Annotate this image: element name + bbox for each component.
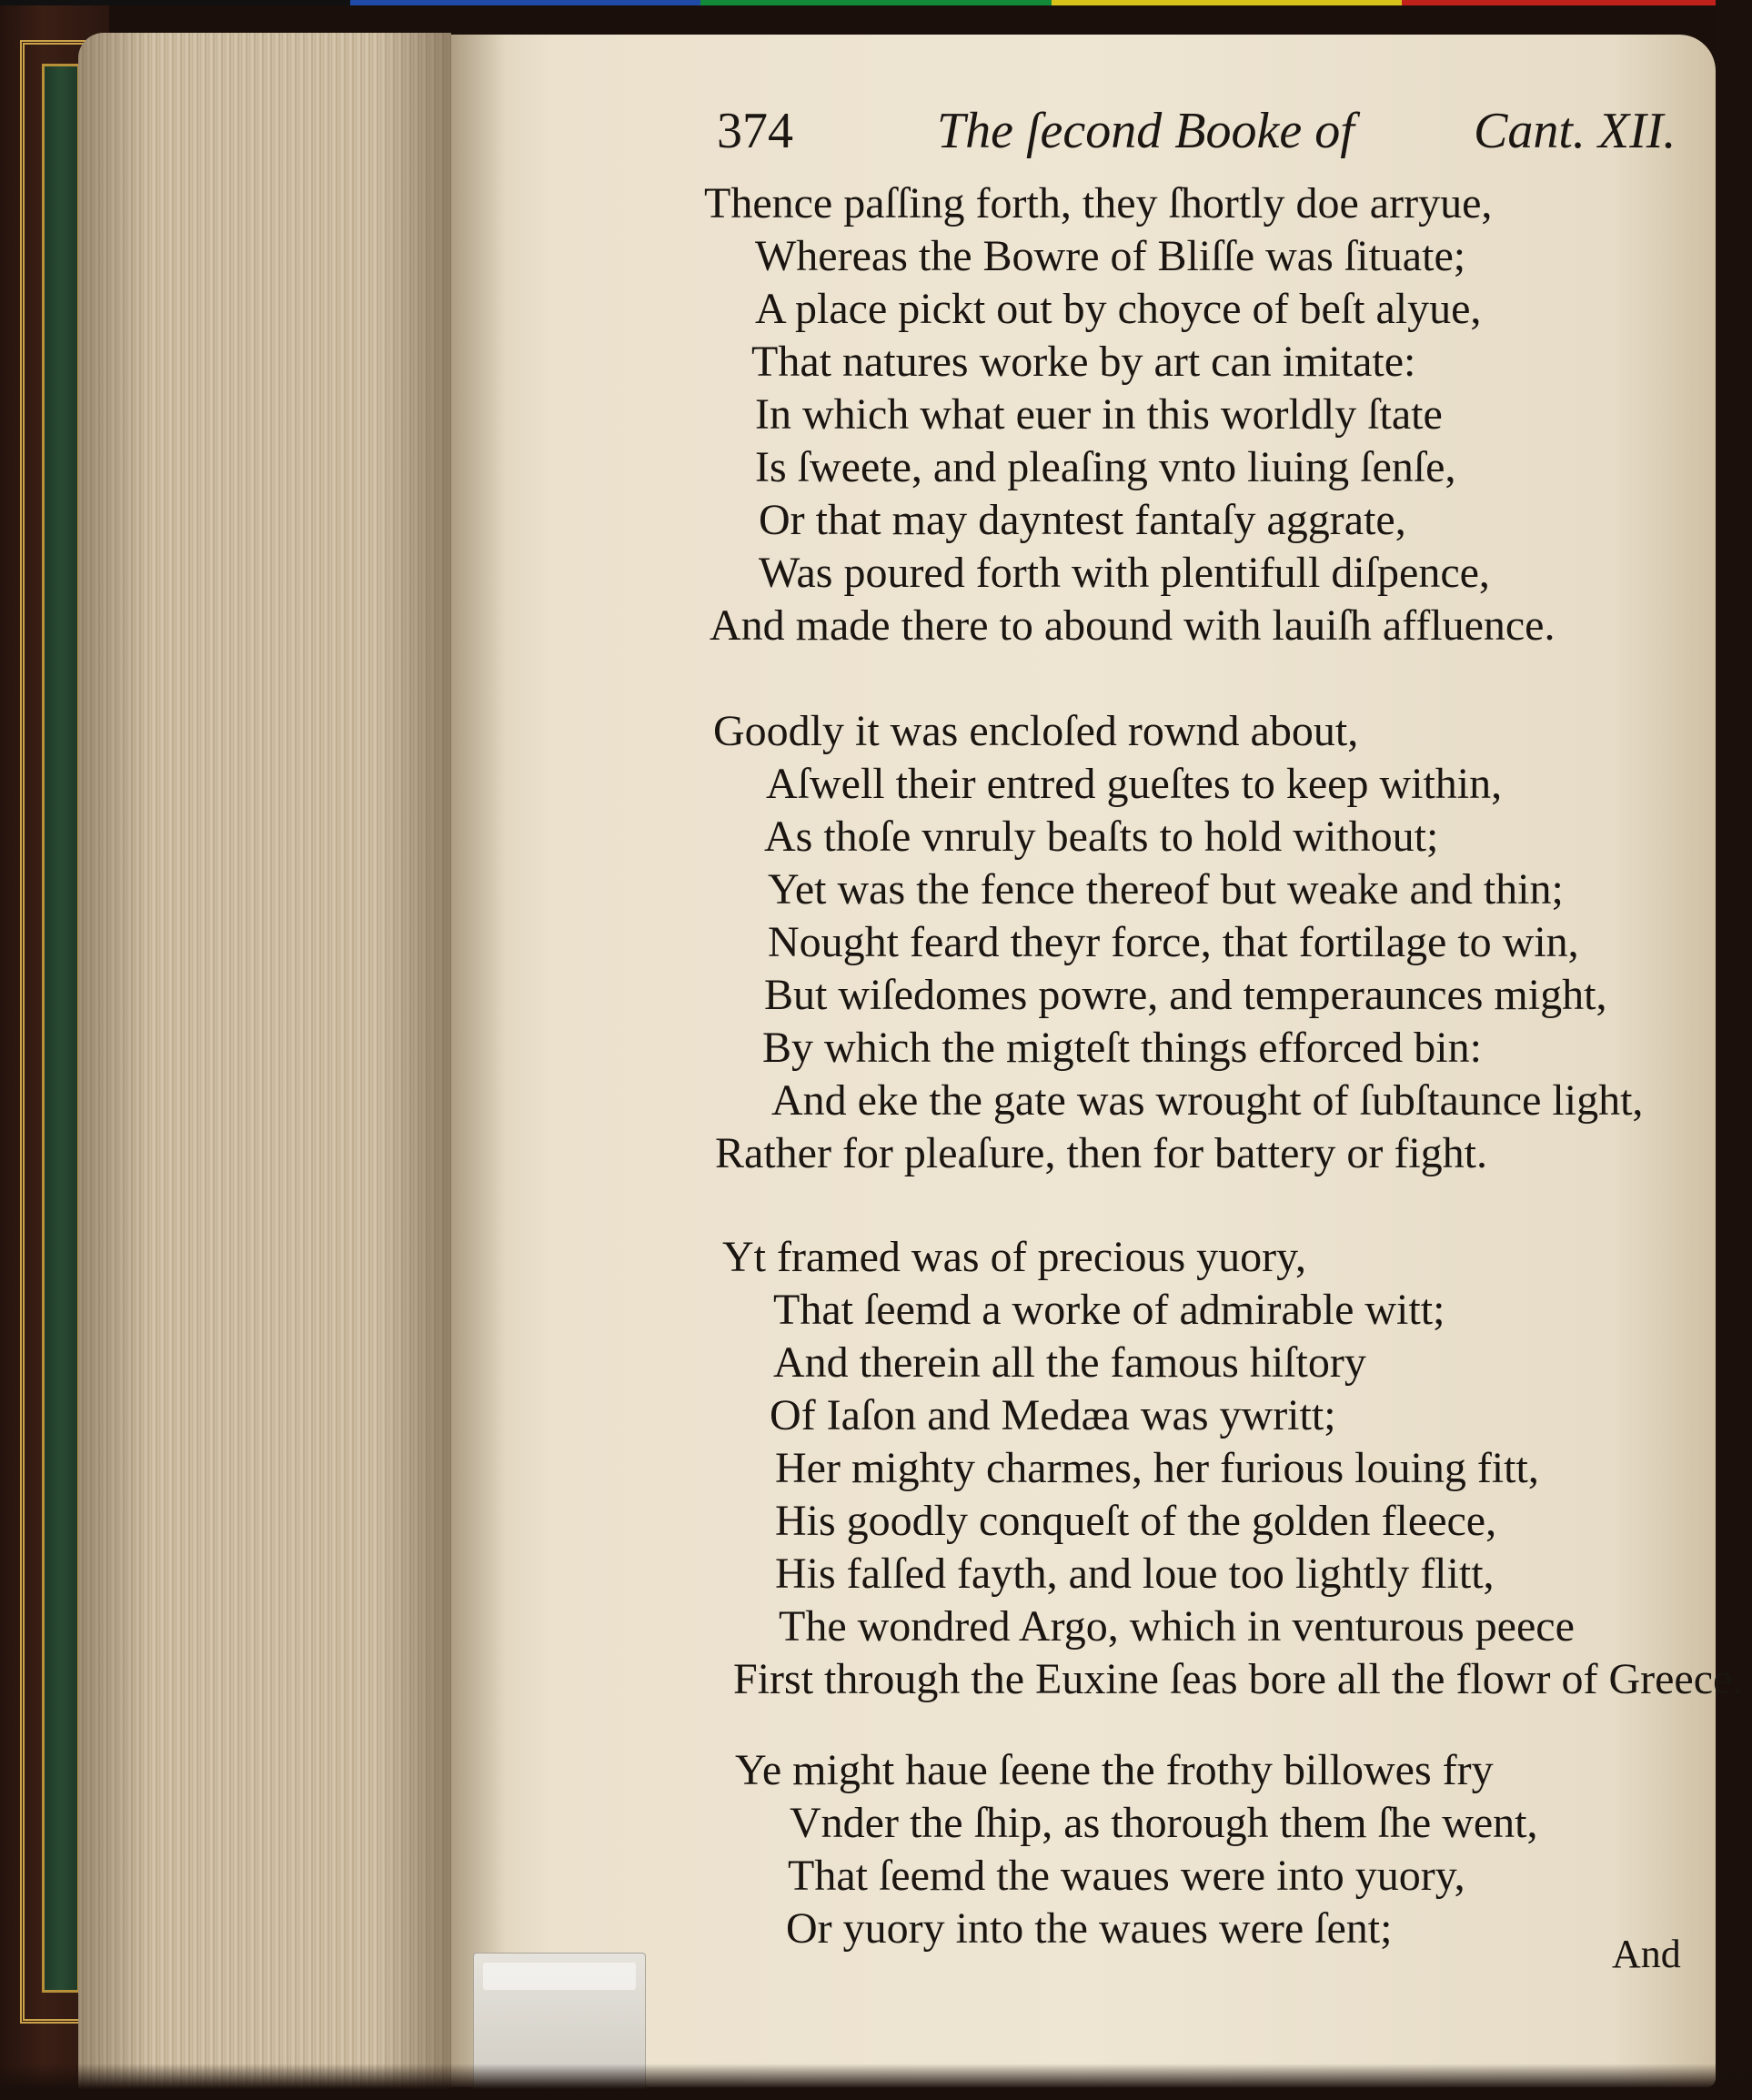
verse-line: But wiſedomes powre, and temperaunces might, (764, 971, 1607, 1019)
page-gutter-shadow (451, 35, 506, 2087)
verse-line: Of Iaſon and Medæa was ywritt; (770, 1391, 1336, 1439)
verse-line: Nought feard theyr force, that fortilage to win, (768, 918, 1579, 966)
verse-line: That natures worke by art can imitate: (751, 338, 1416, 386)
verse-line: Rather for pleaſure, then for battery or fight. (715, 1129, 1487, 1177)
cal-swatch-red (1402, 0, 1752, 5)
right-background (1716, 0, 1752, 2100)
verse-line: Aſwell their entred gueſtes to keep within, (766, 760, 1503, 808)
verse-line: Or that may dayntest fantaſy aggrate, (759, 496, 1406, 544)
verse-line: Is ſweete, and pleaſing vnto liuing ſenſe, (755, 443, 1456, 491)
color-calibration-strip (0, 0, 1752, 5)
verse-line: His falſed fayth, and loue too lightly flitt, (775, 1550, 1495, 1598)
verse-line: First through the Euxine ſeas bore all the flowr of Greece. (733, 1655, 1744, 1703)
page-edges-shadow (78, 33, 451, 2098)
verse-line: Or yuory into the waues were ſent; (786, 1904, 1393, 1953)
verse-line: In which what euer in this worldly ſtate (755, 390, 1443, 439)
verse-line: Yt framed was of precious yuory, (722, 1233, 1307, 1281)
verse-line: Vnder the ſhip, as thorough them ſhe went, (790, 1799, 1538, 1847)
verse-line: Ye might haue ſeene the frothy billowes fry (735, 1746, 1494, 1794)
bottom-background (0, 2064, 1752, 2100)
canto-label: Cant. XII. (1474, 103, 1676, 159)
verse-line: His goodly conqueſt of the golden fleece, (775, 1497, 1497, 1545)
verse-line: And therein all the famous hiſtory (773, 1338, 1366, 1387)
verse-line: The wondred Argo, which in venturous peece (779, 1602, 1575, 1651)
verse-line: And made there to abound with lauiſh affluence. (710, 601, 1556, 650)
page-number: 374 (717, 103, 793, 159)
verse-line: Was poured forth with plentifull diſpence, (759, 549, 1490, 597)
verse-line: And eke the gate was wrought of ſubſtaunce light, (771, 1076, 1644, 1125)
verse-line: As thoſe vnruly beaſts to hold without; (764, 813, 1439, 861)
running-title: The ſecond Booke of (937, 103, 1354, 159)
verse-line: Thence paſſing forth, they ſhortly doe arryue, (704, 179, 1493, 227)
verse-line: Goodly it was encloſed rownd about, (713, 707, 1359, 755)
verse-line: Her mighty charmes, her furious louing fitt, (775, 1444, 1539, 1492)
cal-swatch-green (700, 0, 1051, 5)
verse-line: That ſeemd the waues were into yuory, (788, 1852, 1465, 1900)
verse-line: Yet was the fence thereof but weake and thin; (768, 865, 1564, 914)
verse-line: A place pickt out by choyce of beſt alyue, (755, 285, 1482, 333)
cal-swatch-yellow (1052, 0, 1402, 5)
cal-swatch-blue (350, 0, 700, 5)
verse-line: By which the migteſt things efforced bin: (762, 1024, 1482, 1072)
catchword: And (1612, 1932, 1681, 1976)
verse-line: Whereas the Bowre of Bliſſe was ſituate; (755, 232, 1466, 280)
gilt-border-inner (42, 64, 80, 1993)
verse-line: That ſeemd a worke of admirable witt; (773, 1286, 1445, 1334)
